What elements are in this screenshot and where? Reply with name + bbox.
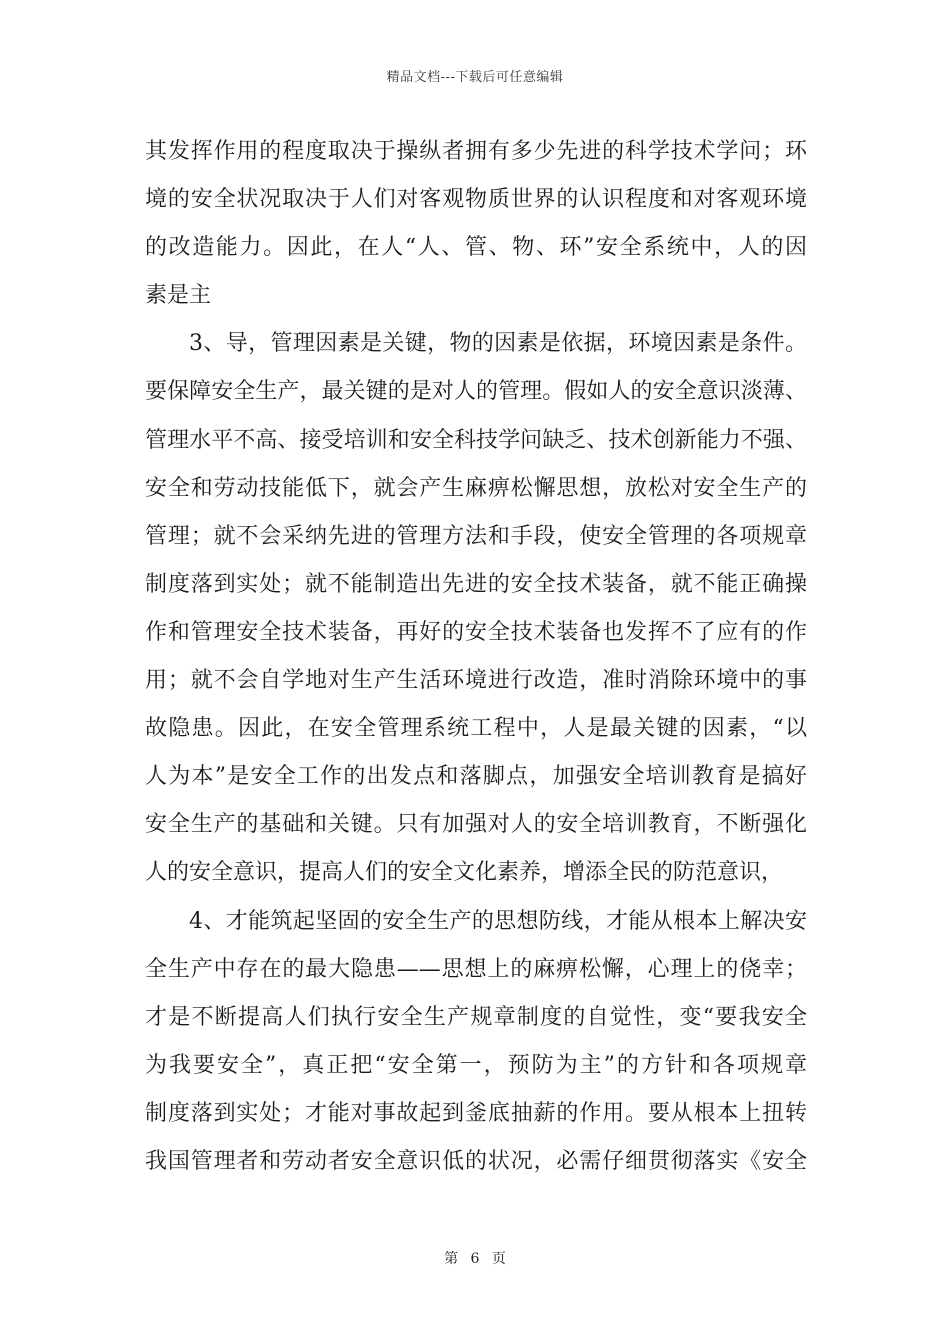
page-footer: [0, 1248, 950, 1268]
text-line: 境的安全状况取决于人们对客观物质世界的认识程度和对客观环境: [145, 187, 807, 213]
text-line: 素是主: [145, 283, 212, 309]
page-header: 精品文档---下载后可任意编辑: [386, 70, 564, 85]
footer-prefix: 第: [444, 1251, 459, 1267]
text-line: 制度落到实处；就不能制造出先进的安全技术装备，就不能正确操: [145, 571, 807, 597]
text-line: 安全和劳动技能低下，就会产生麻痹松懈思想，放松对安全生产的: [145, 475, 807, 501]
text-line: 人为本”是安全工作的出发点和落脚点，加强安全培训教育是搞好: [145, 764, 807, 790]
text-line: 故隐患。因此，在安全管理系统工程中，人是最关键的因素，“以: [145, 716, 807, 742]
text-line: 才是不断提高人们执行安全生产规章制度的自觉性，变“要我安全: [145, 1004, 807, 1030]
text-line: 4、才能筑起坚固的安全生产的思想防线，才能从根本上解决安: [189, 908, 807, 934]
text-line: 作和管理安全技术装备，再好的安全技术装备也发挥不了应有的作: [145, 619, 807, 645]
text-line: 人的安全意识，提高人们的安全文化素养，增添全民的防范意识，: [145, 860, 784, 886]
text-line: 其发挥作用的程度取决于操纵者拥有多少先进的科学技术学问；环: [145, 139, 807, 164]
text-line: 制度落到实处；才能对事故起到釜底抽薪的作用。要从根本上扭转: [145, 1100, 807, 1126]
text-line: 要保障安全生产，最关键的是对人的管理。假如人的安全意识淡薄、: [145, 379, 807, 405]
text-line: 管理；就不会采纳先进的管理方法和手段，使安全管理的各项规章: [145, 523, 807, 549]
text-line: 管理水平不高、接受培训和安全科技学问缺乏、技术创新能力不强、: [145, 427, 807, 453]
text-line: 3、导，管理因素是关键，物的因素是依据，环境因素是条件。: [189, 331, 807, 357]
footer-suffix: 页: [491, 1251, 506, 1267]
text-line: 的改造能力。因此，在人“人、管、物、环”安全系统中，人的因: [145, 235, 807, 261]
text-line: 为我要安全”，真正把“安全第一，预防为主”的方针和各项规章: [145, 1052, 807, 1078]
text-line: 用；就不会自学地对生产生活环境进行改造，准时消除环境中的事: [145, 668, 807, 694]
text-line: 我国管理者和劳动者安全意识低的状况，必需仔细贯彻落实《安全: [145, 1148, 807, 1174]
text-line: 安全生产的基础和关键。只有加强对人的安全培训教育，不断强化: [145, 812, 807, 838]
page-number: 6: [470, 1251, 480, 1267]
text-line: 全生产中存在的最大隐患——思想上的麻痹松懈，心理上的侥幸；: [145, 956, 807, 982]
body-text: [145, 133, 807, 1191]
